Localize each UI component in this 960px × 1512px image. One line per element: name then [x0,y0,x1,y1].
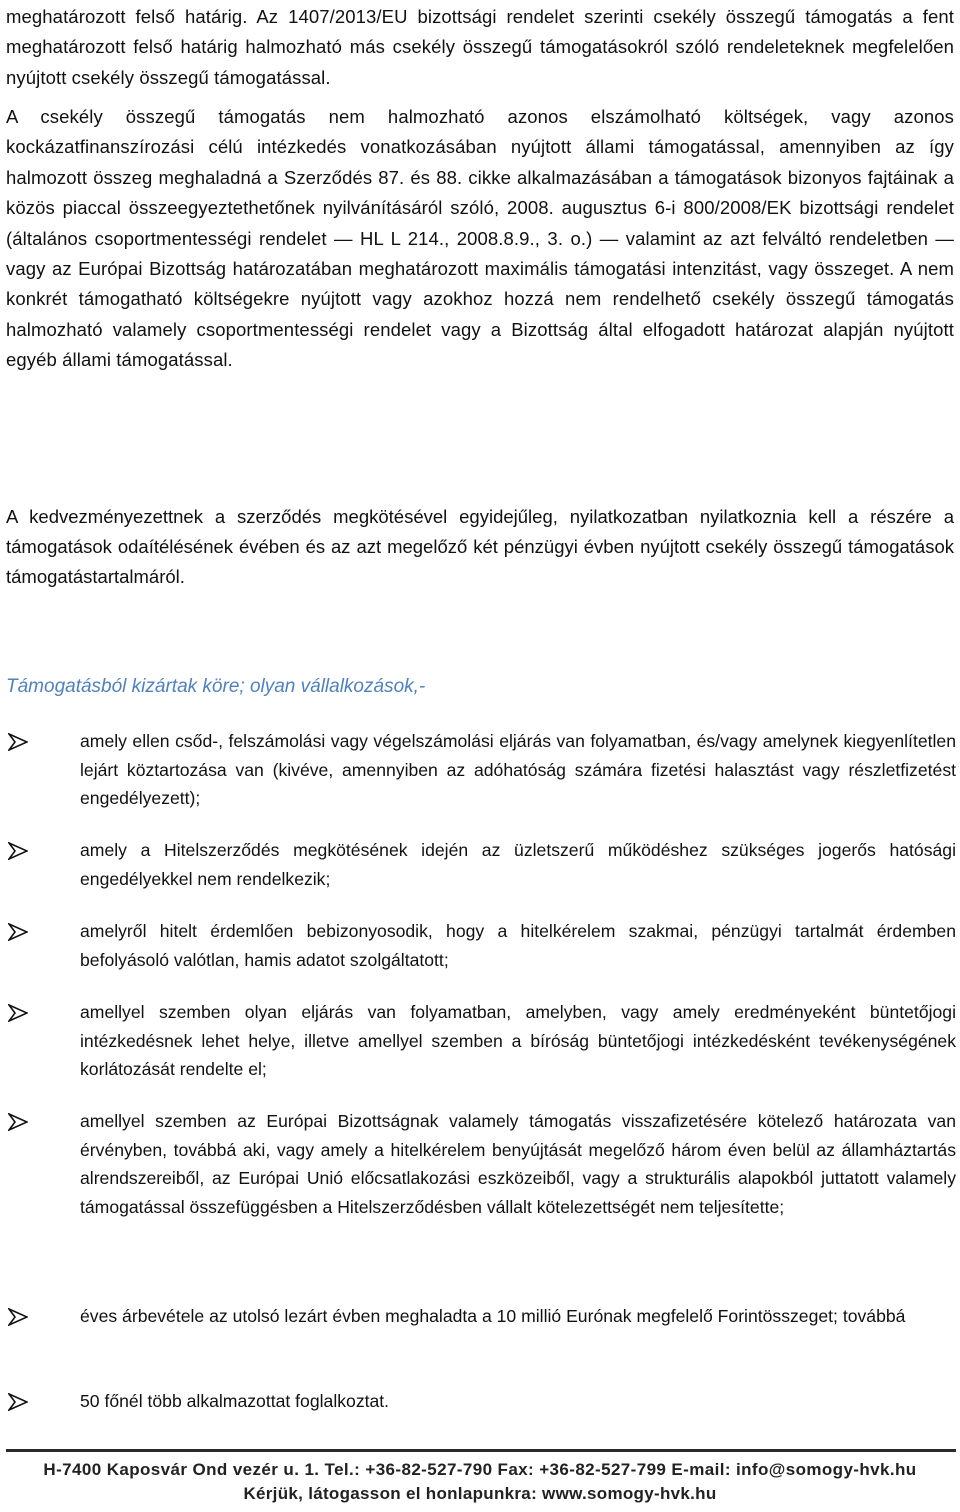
footer-divider [6,1449,956,1452]
arrowhead-bullet-icon [8,1113,28,1131]
arrowhead-bullet-icon [8,733,28,751]
paragraph-cumulation-limit: meghatározott felső határig. Az 1407/2013/EU bizottsági rendelet szerinti csekély összegű támogatás a fent meghatározott felső határig halmozható más csekély összegű támogatásokról szóló rendeleteknek megfelelően nyújtott csekély összegű támogatással. [6,6,954,88]
paragraph-beneficiary-declaration: A kedvezményezettnek a szerződés megkötésével egyidejűleg, nyilatkozatban nyilatkoznia kell a részére a támogatások odaítélésének évében és az azt megelőző két pénzügyi évben nyújtott csekély összegű támogatások támogatástartalmáról. [6,506,954,588]
list-item-text: amellyel szemben az Európai Bizottságnak valamely támogatás visszafizetésére kötelező határozata van érvényben, továbbá aki, vagy amely a hitelkérelem benyújtását megelőző három éven belül az államháztartás alrendszereiből, az Európai Unió előcsatlakozási eszközeiből, vagy a strukturális alapokból juttatott valamely támogatással összefüggésben a Hitelszerződésben vállalt kötelezettségét nem teljesítette; [80,1111,956,1217]
arrowhead-bullet-icon [8,1004,28,1022]
page-footer [0,1458,960,1506]
list-item-text: amellyel szemben olyan eljárás van folyamatban, amelyben, vagy amely eredményeként büntetőjogi intézkedésnek lehet helye, illetve amellyel szemben a bíróság büntetőjogi intézkedésként tevékenységének korlátozását rendelte el; [80,1002,956,1080]
footer-contact-line: H-7400 Kaposvár Ond vezér u. 1. Tel.: +36-82-527-790 Fax: +36-82-527-799 E-mail: info@somogy-hvk.hu [43,1460,917,1479]
arrowhead-bullet-icon [8,1393,28,1411]
list-item-text: amelyről hitelt érdemlően bebizonyosodik, hogy a hitelkérelem szakmai, pénzügyi tartalmát érdemben befolyásoló valótlan, hamis adatot szolgáltatott; [80,921,956,970]
list-item-text: 50 főnél több alkalmazottat foglalkoztat. [80,1391,390,1411]
list-item-text: amely a Hitelszerződés megkötésének idején az üzletszerű működéshez szükséges jogerős hatósági engedélyekkel nem rendelkezik; [80,840,956,889]
footer-website-line: Kérjük, látogasson el honlapunkra: www.somogy-hvk.hu [243,1484,717,1503]
excluded-section-heading: Támogatásból kizártak köre; olyan vállalkozások,- [6,676,426,697]
arrowhead-bullet-icon [8,842,28,860]
paragraph-cumulation-rules: A csekély összegű támogatás nem halmozható azonos elszámolható költségek, vagy azonos kockázatfinanszírozási célú intézkedés vonatkozásában nyújtott állami támogatással, amennyiben az így halmozott összeg meghaladná a Szerződés 87. és 88. cikke alkalmazásában a támogatások bizonyos fajtáinak a közös piaccal összeegyeztethetőnek nyilvánításáról szóló, 2008. augusztus 6-i 800/2008/EK bizottsági rendelet (általános csoportmentességi rendelet — HL L 214., 2008.8.9., 3. o.) — valamint az azt felváltó rendeletben — vagy az Európai Bizottság határozatában meghatározott maximális támogatási intenzitást, vagy összeget. A nem konkrét támogatható költségekre nyújtott vagy azokhoz hozzá nem rendelhető csekély összegű támogatás halmozható valamely csoportmentességi rendelet vagy a Bizottság által elfogadott határozat alapján nyújtott egyéb állami támogatással. [6,106,954,371]
list-item-text: amely ellen csőd-, felszámolási vagy végelszámolási eljárás van folyamatban, és/vagy amelynek kiegyenlítetlen lejárt köztartozása van (kivéve, amennyiben az adóhatóság számára fizetési halasztást vagy részletfizetést engedélyezett); [80,731,956,809]
arrowhead-bullet-icon [8,923,28,941]
list-item-text: éves árbevétele az utolsó lezárt évben meghaladta a 10 millió Eurónak megfelelő Forintösszeget; továbbá [80,1306,906,1326]
arrowhead-bullet-icon [8,1308,28,1326]
